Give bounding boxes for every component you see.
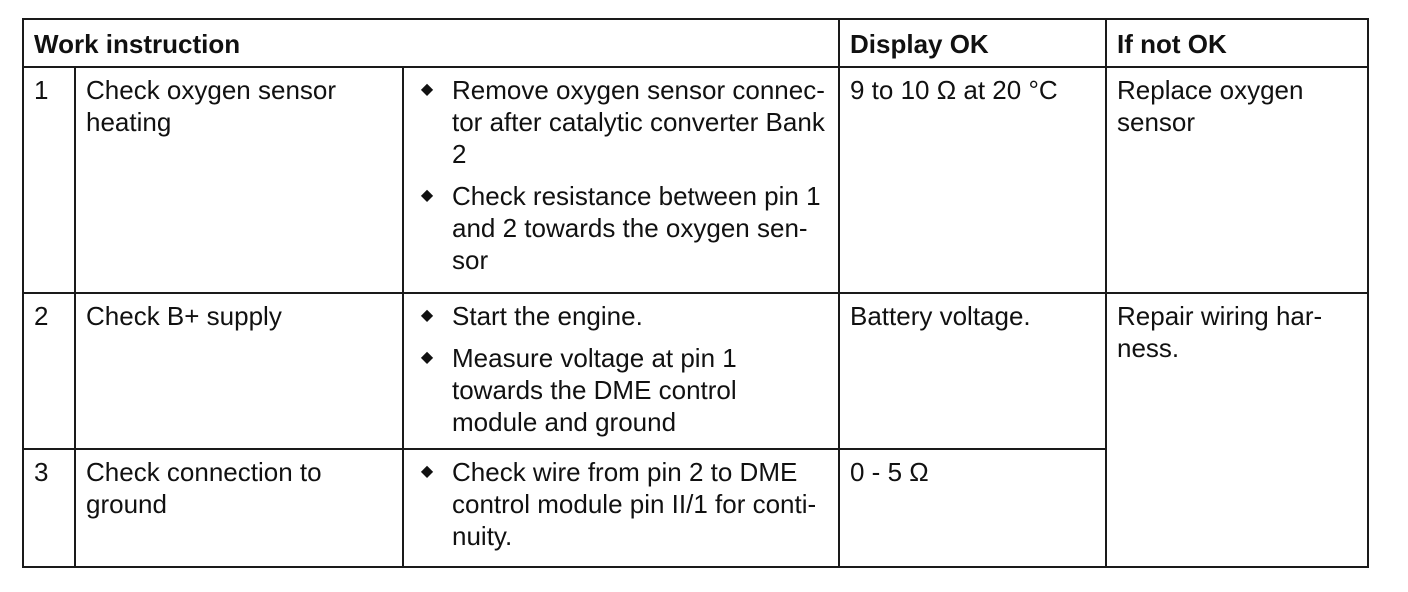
row-number: 1: [23, 67, 75, 293]
row-number: 2: [23, 293, 75, 449]
display-ok-value: 9 to 10 Ω at 20 °C: [839, 67, 1106, 293]
diamond-bullet-icon: ◆: [420, 81, 434, 98]
steps-cell: [403, 67, 839, 293]
check-title: Check B+ supply: [75, 293, 403, 449]
header-if-not-ok: If not OK: [1106, 19, 1368, 67]
header-row: [23, 19, 1368, 67]
diamond-bullet-icon: ◆: [420, 187, 434, 204]
row-number: 3: [23, 449, 75, 567]
step-item: [414, 74, 828, 170]
if-not-ok-value: Repair wiring har-ness.: [1106, 293, 1368, 567]
step-text: Check wire from pin 2 to DME control module pin II/1 for conti-nuity.: [452, 457, 817, 551]
step-item: [414, 180, 828, 276]
step-text: Start the engine.: [452, 301, 643, 331]
steps-cell: [403, 449, 839, 567]
step-list: [414, 300, 828, 438]
step-text: Check resistance between pin 1 and 2 towards the oxygen sen-sor: [452, 181, 821, 275]
display-ok-value: Battery voltage.: [839, 293, 1106, 449]
step-list: [414, 456, 828, 552]
work-instruction-table: [22, 18, 1369, 568]
diamond-bullet-icon: ◆: [420, 349, 434, 366]
header-display-ok: Display OK: [839, 19, 1106, 67]
step-item: [414, 456, 828, 552]
table-row: [23, 67, 1368, 293]
step-item: [414, 300, 828, 332]
diamond-bullet-icon: ◆: [420, 463, 434, 480]
header-work-instruction: Work instruction: [23, 19, 839, 67]
if-not-ok-value: Replace oxygen sensor: [1106, 67, 1368, 293]
diamond-bullet-icon: ◆: [420, 307, 434, 324]
step-list: [414, 74, 828, 276]
table-row: [23, 293, 1368, 449]
steps-cell: [403, 293, 839, 449]
step-text: Remove oxygen sensor connec-tor after catalytic converter Bank 2: [452, 75, 825, 169]
display-ok-value: 0 - 5 Ω: [839, 449, 1106, 567]
check-title: Check connection to ground: [75, 449, 403, 567]
step-text: Measure voltage at pin 1 towards the DME control module and ground: [452, 343, 737, 437]
step-item: [414, 342, 828, 438]
check-title: Check oxygen sensor heating: [75, 67, 403, 293]
